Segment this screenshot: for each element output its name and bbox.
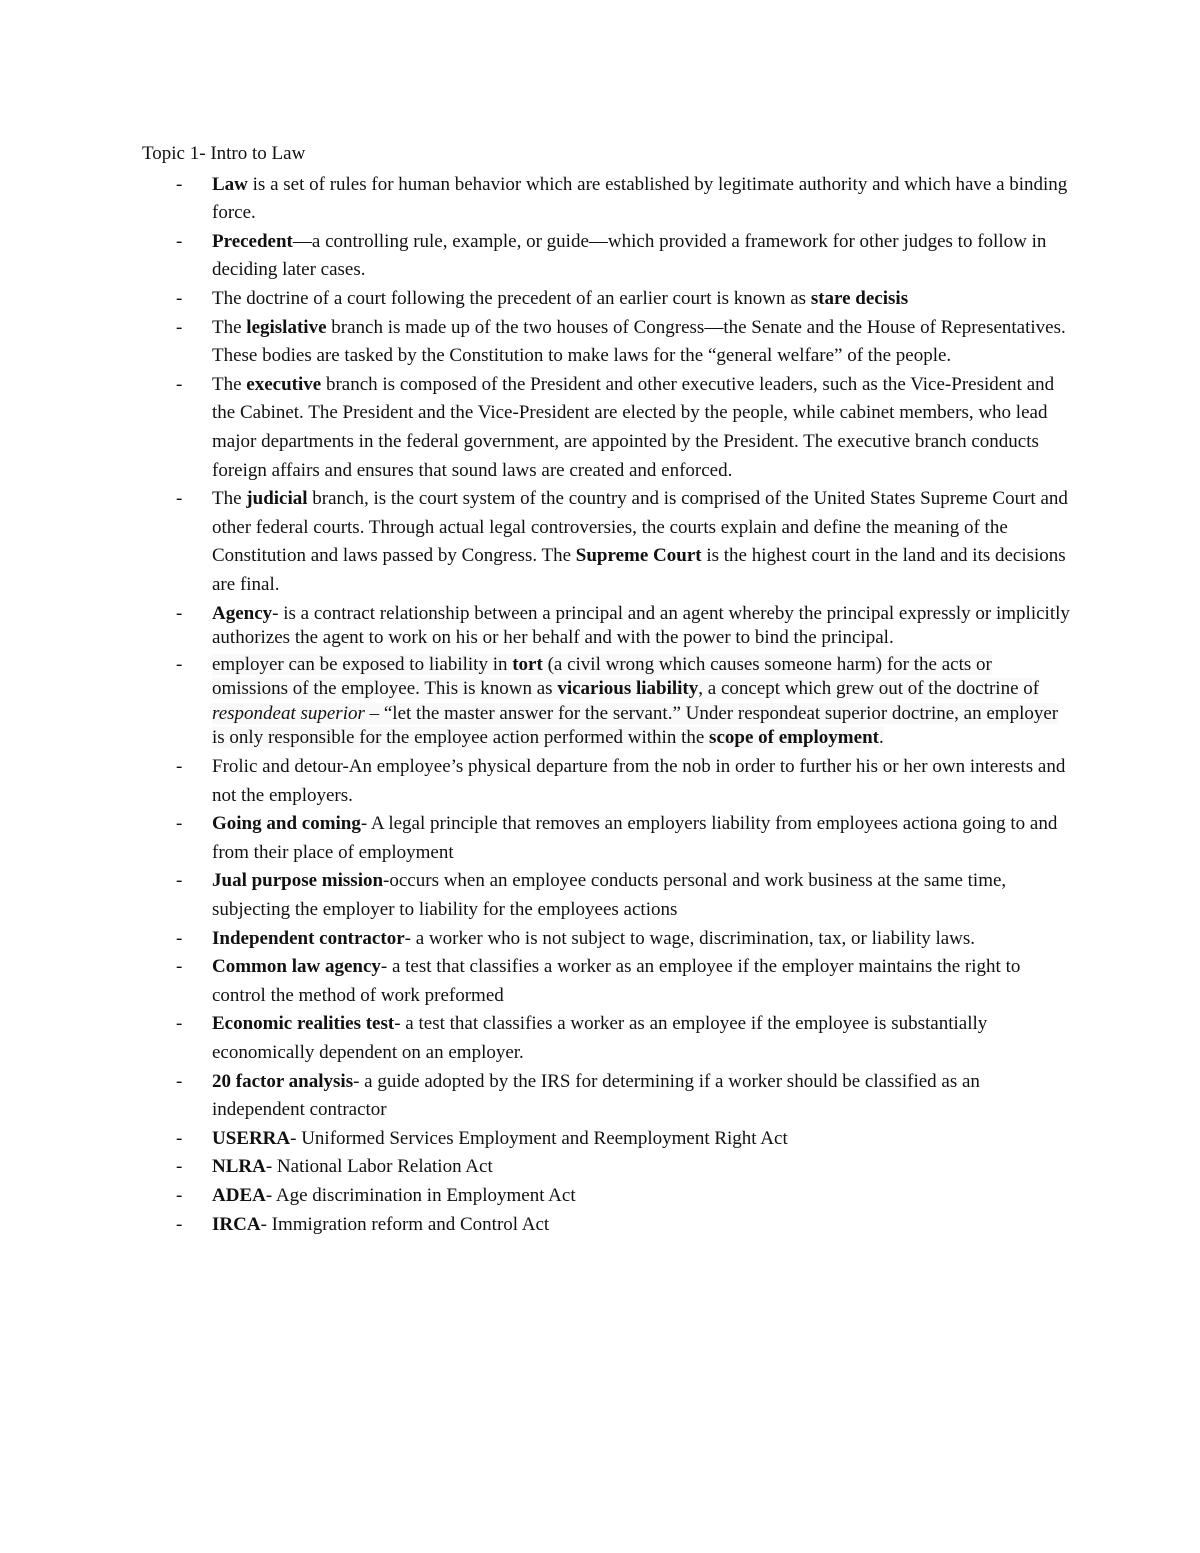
bold-term: stare decisis [810,287,909,309]
bullet-dash: - [176,813,183,835]
list-item-text [212,317,1066,367]
text-run: branch is composed of the President and other executive leaders, such as the Vice-President and the Cabinet. The President and the Vice-President are elected by the people, while cabinet members, who lead major departments in the federal government, are appointed by the President. The executive branch conducts foreign affairs and ensures that sound laws are created and enforced. [212,373,1055,481]
bold-term: USERRA [212,1127,291,1149]
italic-term: respondeat superior [212,702,365,724]
list-item-text [212,288,908,309]
list-item [142,314,1072,371]
bold-term: judicial [246,488,308,510]
list-item [142,953,1072,1010]
text-run: . [878,727,884,749]
list-item-text [212,174,1067,224]
text-run: - is a contract relationship between a principal and an agent whereby the principal expressly or implicitly authorizes the agent to work on his or her behalf and with the power to bind the principal. [212,602,1070,649]
list-item-text [212,603,1070,649]
list-item [142,171,1072,228]
list-item [142,810,1072,867]
list-item [142,753,1072,810]
text-run: - a test that classifies a worker as an employee if the employer maintains the right to control the method of work preformed [212,956,1021,1006]
text-run: - A legal principle that removes an employers liability from employees actiona going to and from their place of employment [212,813,1058,863]
list-item [142,1182,1072,1211]
bullet-dash: - [176,1156,183,1178]
text-run: - Uniformed Services Employment and Reemployment Right Act [290,1127,788,1149]
bullet-dash: - [176,1070,183,1092]
bullet-dash: - [176,373,183,395]
bullet-dash: - [176,956,183,978]
list-item-text [212,1071,980,1121]
text-run: branch, is the court system of the country and is comprised of the United States Supreme Court and other federal courts. Through actual legal controversies, the courts explain and define the meaning of the Constitution and laws passed by Congress. The [212,488,1068,567]
text-run: is a set of rules for human behavior which are established by legitimate authority and which have a binding force. [212,173,1068,224]
bold-term: vicarious liability [557,678,699,700]
list-item-text [212,928,975,949]
list-item-text [212,1013,987,1063]
text-run: - National Labor Relation Act [265,1156,493,1178]
text-run: branch is made up of the two houses of Congress—the Senate and the House of Representatives. These bodies are tasked by the Constitution to make laws for the “general welfare” of the people. [212,316,1066,367]
list-item-text [212,1185,576,1206]
list-item [142,1211,1072,1240]
text-run: The [212,316,247,338]
list-item-text [212,1214,549,1235]
list-item [142,485,1072,599]
bold-term: scope of employment [709,727,879,749]
text-run: employer can be exposed to liability in [212,653,513,675]
bold-term: tort [512,653,543,675]
text-run: —a controlling rule, example, or guide—which provided a framework for other judges to follow in deciding later cases. [212,230,1047,281]
bullet-dash: - [176,488,183,510]
bold-term: Common law agency [212,956,381,978]
list-item [142,285,1072,314]
text-run: - Immigration reform and Control Act [260,1213,550,1235]
text-run: The [212,373,247,395]
document-page [142,140,1072,1239]
list-item [142,1153,1072,1182]
text-run: (a civil wrong which causes someone harm) for the acts or omissions of the employee. This is known as [212,653,992,700]
bullet-dash: - [176,287,183,309]
bullet-dash: - [176,1184,183,1206]
bullet-dash: - [176,602,183,624]
list-item-text [212,870,1006,920]
list-item [142,228,1072,285]
bullet-dash: - [176,230,183,252]
text-run: The doctrine of a court following the precedent of an earlier court is known as [212,287,811,309]
list-item-text [212,956,1020,1006]
text-run: The [212,488,247,510]
bold-term: Going and coming [212,813,361,835]
bold-term: ADEA [212,1184,266,1206]
bold-term: Jual purpose mission [212,870,384,892]
bullet-dash: - [176,870,183,892]
bullet-dash: - [176,1013,183,1035]
text-run: is the highest court in the land and its decisions are final. [212,545,1066,595]
bold-term: Agency [212,602,273,624]
list-item [142,371,1072,485]
list-item [142,602,1072,651]
list-item-text [212,813,1057,863]
bold-term: Economic realities test [212,1013,395,1035]
list-item-text [212,374,1054,481]
bold-term: executive [246,373,322,395]
bold-term: Supreme Court [575,545,702,567]
text-run: - a test that classifies a worker as an employee if the employee is substantially economically dependent on an employer. [212,1013,988,1063]
list-item [142,1068,1072,1125]
list-item-text [212,654,1058,749]
bold-term: NLRA [212,1156,266,1178]
bold-term: Independent contractor [212,927,405,949]
list-item [142,1010,1072,1067]
bullet-dash: - [176,1127,183,1149]
list-item [142,653,1072,751]
list-item-text [212,1128,788,1149]
list-item-text [212,488,1068,595]
bullet-dash: - [176,653,183,675]
bold-term: Precedent [212,230,293,252]
topic-title: Topic 1- Intro to Law [142,143,306,164]
text-run: - a worker who is not subject to wage, discrimination, tax, or liability laws. [404,927,976,949]
bold-term: legislative [246,316,327,338]
list-item-text [212,231,1046,281]
notes-list [142,171,1072,1240]
list-item-text [212,1156,493,1177]
text-run: Frolic and detour-An employee’s physical departure from the nob in order to further his or her own interests and not the employers. [212,756,1066,806]
bold-term: IRCA [212,1213,261,1235]
text-run: -occurs when an employee conducts personal and work business at the same time, subjecting the employer to liability for the employees actions [212,870,1007,921]
bold-term: 20 factor analysis [212,1070,354,1092]
bullet-dash: - [176,173,183,195]
text-run: – “let the master answer for the servant.” Under respondeat superior doctrine, an employer is only responsible for the employee action performed within the [212,702,1059,749]
bullet-dash: - [176,316,183,338]
list-item [142,925,1072,954]
bullet-dash: - [176,1213,183,1235]
text-run: - a guide adopted by the IRS for determining if a worker should be classified as an independent contractor [212,1070,980,1121]
list-item [142,1125,1072,1154]
list-item [142,867,1072,924]
bold-term: Law [212,173,248,195]
bullet-dash: - [176,756,183,778]
text-run: , a concept which grew out of the doctrine of [698,678,1040,700]
text-run: - Age discrimination in Employment Act [265,1184,576,1206]
list-item-text [212,756,1065,806]
bullet-dash: - [176,927,183,949]
